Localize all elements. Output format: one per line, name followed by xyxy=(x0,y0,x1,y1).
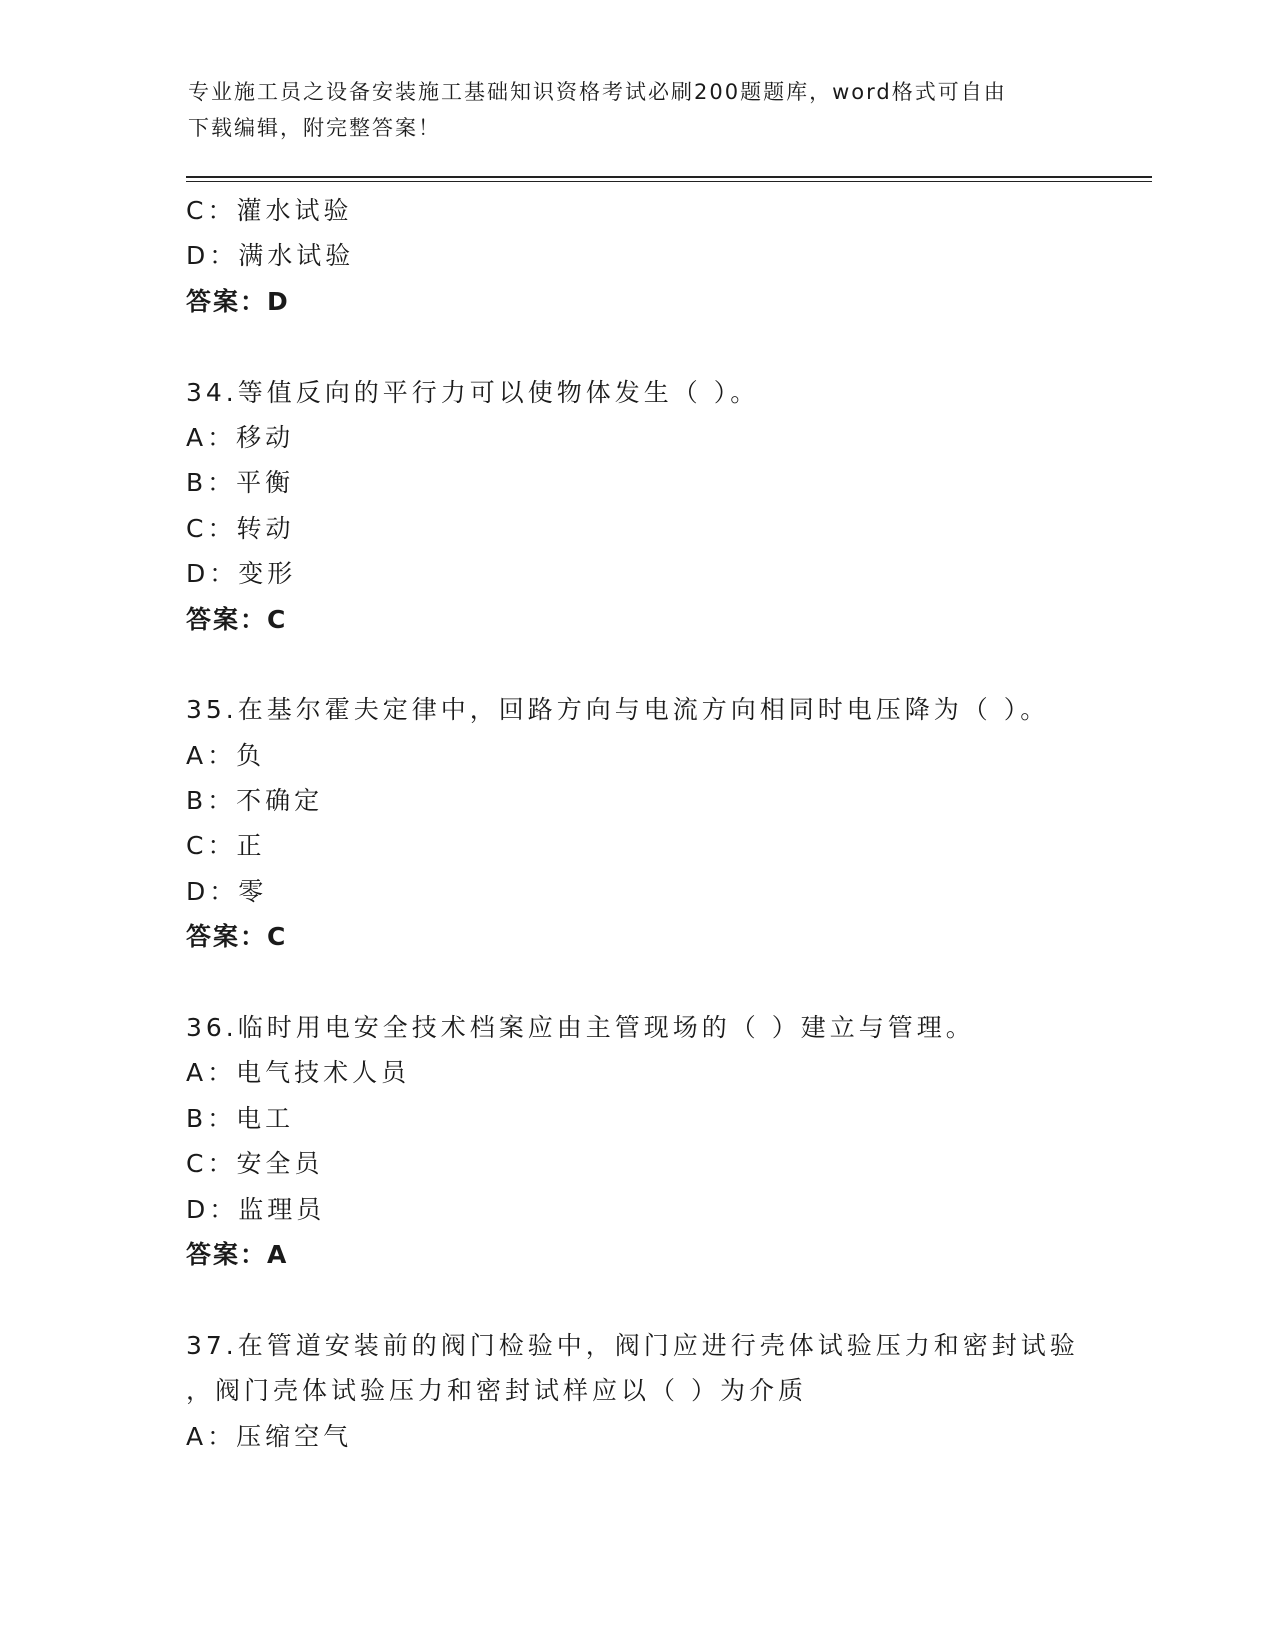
question-text: 35.在基尔霍夫定律中，回路方向与电流方向相同时电压降为（ ）。 xyxy=(186,695,1050,725)
option-b: B：不确定 xyxy=(186,786,324,816)
option-d: D：监理员 xyxy=(186,1194,326,1224)
answer-line: 答案：C xyxy=(186,604,288,634)
question-text: 34.等值反向的平行力可以使物体发生（ ）。 xyxy=(186,377,760,407)
option-b: B：电工 xyxy=(186,1103,295,1133)
header-divider-thick xyxy=(186,176,1152,178)
option-d: D：满水试验 xyxy=(186,241,355,271)
spacer xyxy=(186,324,1086,369)
option-c: C：转动 xyxy=(186,513,295,543)
question-34 xyxy=(186,370,1086,642)
option-a: A：电气技术人员 xyxy=(186,1058,411,1088)
option-c: C：安全员 xyxy=(186,1149,324,1179)
question-35 xyxy=(186,687,1086,959)
option-d: D：零 xyxy=(186,876,268,906)
header-divider-thin xyxy=(186,181,1152,182)
option-a: A：压缩空气 xyxy=(186,1421,353,1451)
question-33-tail xyxy=(186,188,1086,324)
answer-line: 答案：A xyxy=(186,1239,289,1269)
option-a: A：负 xyxy=(186,740,266,770)
spacer xyxy=(186,960,1086,1005)
option-c: C：正 xyxy=(186,831,266,861)
answer-line: 答案：D xyxy=(186,286,290,316)
document-header xyxy=(188,74,1088,146)
option-c: C：灌水试验 xyxy=(186,196,353,225)
header-line-1: 专业施工员之设备安装施工基础知识资格考试必刷200题题库，word格式可自由 xyxy=(188,80,1007,104)
question-36 xyxy=(186,1005,1086,1277)
header-line-2: 下载编辑，附完整答案！ xyxy=(188,116,441,140)
spacer xyxy=(186,642,1086,687)
option-a: A：移动 xyxy=(186,422,295,452)
spacer xyxy=(186,1277,1086,1322)
question-list xyxy=(186,188,1086,1459)
question-37 xyxy=(186,1323,1086,1459)
answer-line: 答案：C xyxy=(186,922,288,952)
option-b: B：平衡 xyxy=(186,468,295,498)
question-text: 36.临时用电安全技术档案应由主管现场的（ ）建立与管理。 xyxy=(186,1013,975,1043)
option-d: D：变形 xyxy=(186,559,297,589)
question-text-line-2: ，阀门壳体试验压力和密封试样应以（ ）为介质 xyxy=(186,1376,807,1406)
question-text-line-1: 37.在管道安装前的阀门检验中，阀门应进行壳体试验压力和密封试验 xyxy=(186,1330,1079,1360)
